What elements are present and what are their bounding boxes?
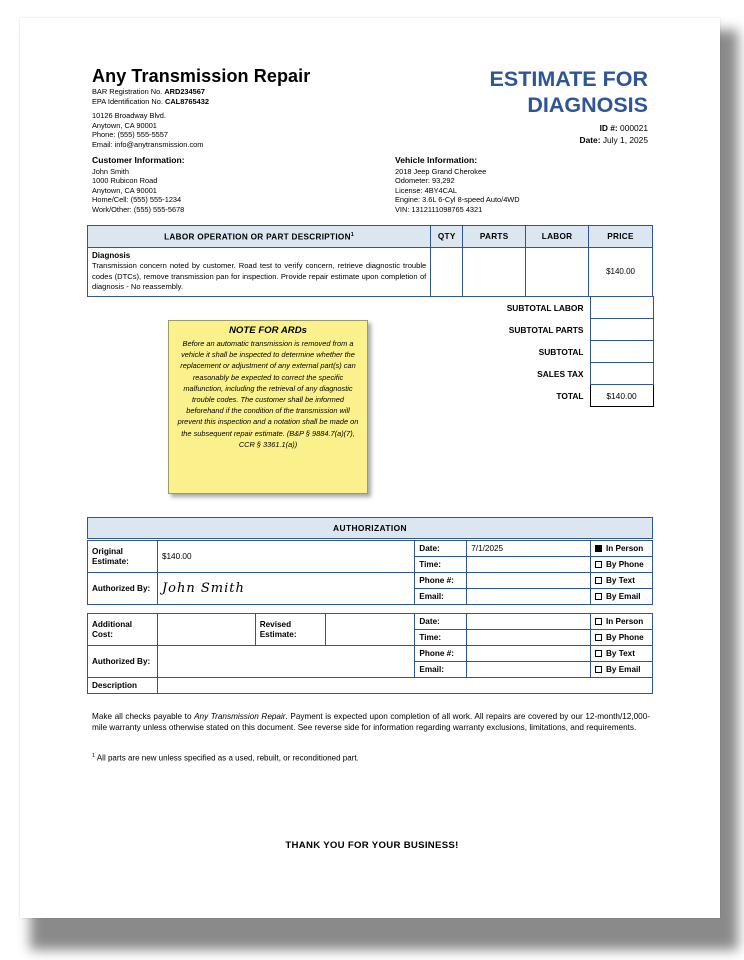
estimate-id: 000021 bbox=[620, 123, 648, 133]
authorization-table-original bbox=[87, 540, 653, 605]
business-registration bbox=[92, 87, 209, 106]
additional-cost-value[interactable] bbox=[157, 614, 255, 646]
row-title: Diagnosis bbox=[92, 251, 131, 260]
time-label: Time: bbox=[415, 557, 467, 573]
terms-text-after: . Payment is expected upon completion of all work. All repairs are covered by our 12-month/12,000-mile warranty unless otherwise stated on this document. See reverse side for information regarding warranty exclusions, limitations, and requirements. bbox=[92, 712, 650, 732]
footnote-text: All parts are new unless specified as a used, rebuilt, or reconditioned part. bbox=[95, 753, 359, 763]
authorization-heading: AUTHORIZATION bbox=[87, 517, 653, 539]
customer-phone-work: Work/Other: (555) 555-5678 bbox=[92, 204, 185, 214]
email-value[interactable] bbox=[467, 589, 591, 605]
totals-table bbox=[430, 296, 654, 407]
time-label-2: Time: bbox=[415, 630, 467, 646]
col-price: PRICE bbox=[589, 226, 653, 248]
checkbox-icon[interactable] bbox=[595, 593, 602, 600]
estimate-title-line1: ESTIMATE FOR bbox=[489, 67, 648, 91]
vehicle-vin: VIN: 1312111098765 4321 bbox=[395, 204, 483, 214]
email-label: Email: bbox=[415, 589, 467, 605]
time-value[interactable] bbox=[467, 557, 591, 573]
method-label: By Email bbox=[605, 592, 641, 601]
address-line2: Anytown, CA 90001 bbox=[92, 120, 157, 130]
method-label: By Phone bbox=[605, 560, 644, 569]
customer-phone-home: Home/Cell: (555) 555-1234 bbox=[92, 195, 182, 205]
table-row bbox=[88, 248, 653, 297]
date-label: Date: bbox=[415, 541, 467, 557]
customer-name: John Smith bbox=[92, 166, 129, 176]
subtotal-labor-label: SUBTOTAL LABOR bbox=[506, 302, 584, 313]
vehicle-odometer: Odometer: 93,292 bbox=[395, 176, 455, 186]
terms-payee: Any Transmission Repair bbox=[194, 712, 286, 721]
checkbox-icon[interactable] bbox=[595, 618, 602, 625]
row-text: Transmission concern noted by customer. Road test to verify concern, retrieve diagnostic trouble codes (DTCs), remove transmission pan for inspection. Provide repair estimate upon completion of diagnosis - No reassembly. bbox=[92, 261, 427, 292]
method-by-text-2[interactable] bbox=[590, 646, 652, 662]
total-label: TOTAL bbox=[556, 390, 584, 401]
authorized-by-label-2: Authorized By: bbox=[88, 646, 158, 678]
col-qty: QTY bbox=[431, 226, 463, 248]
vehicle-engine: Engine: 3.6L 6-Cyl 8-speed Auto/4WD bbox=[395, 195, 520, 205]
col-parts: PARTS bbox=[463, 226, 526, 248]
method-by-phone[interactable] bbox=[590, 557, 652, 573]
phone-value[interactable] bbox=[467, 573, 591, 589]
vehicle-heading: Vehicle Information: bbox=[395, 155, 478, 165]
address-line1: 10126 Broadway Blvd. bbox=[92, 111, 166, 120]
description-value[interactable] bbox=[157, 678, 652, 694]
footnote-marker: 1 bbox=[350, 231, 355, 238]
method-label: In Person bbox=[605, 617, 644, 626]
phone-label: Phone #: bbox=[415, 573, 467, 589]
terms-text-before: Make all checks payable to bbox=[92, 712, 195, 721]
estimate-meta bbox=[580, 122, 648, 146]
additional-cost-label: Additional Cost: bbox=[88, 614, 158, 646]
method-label: In Person bbox=[605, 544, 644, 553]
method-label: By Text bbox=[605, 576, 635, 585]
estimate-id-label: ID #: bbox=[599, 123, 618, 133]
description-label: Description bbox=[88, 678, 158, 694]
estimate-date: July 1, 2025 bbox=[602, 135, 648, 145]
authorized-by-value-2[interactable] bbox=[157, 646, 414, 678]
bar-label: BAR Registration No. bbox=[92, 87, 163, 96]
revised-estimate-label: Revised Estimate: bbox=[255, 614, 325, 646]
col-description bbox=[88, 226, 431, 248]
col-labor: LABOR bbox=[526, 226, 589, 248]
signature: John Smith bbox=[161, 581, 245, 596]
sales-tax-label: SALES TAX bbox=[537, 368, 584, 379]
bar-number: ARD234567 bbox=[164, 87, 205, 96]
vehicle-model: 2018 Jeep Grand Cherokee bbox=[395, 166, 487, 176]
customer-street: 1000 Rubicon Road bbox=[92, 176, 158, 186]
row-price[interactable]: $140.00 bbox=[589, 248, 653, 297]
business-phone: Phone: (555) 555-5557 bbox=[92, 130, 169, 140]
subtotal-value[interactable] bbox=[590, 341, 653, 363]
method-by-email[interactable] bbox=[590, 589, 652, 605]
total-value[interactable]: $140.00 bbox=[590, 385, 653, 407]
footnote-marker: 1 bbox=[92, 753, 96, 759]
estimate-title-line2: DIAGNOSIS bbox=[527, 93, 648, 117]
payment-terms bbox=[92, 711, 650, 733]
date-label-2: Date: bbox=[415, 614, 467, 630]
footnote bbox=[92, 753, 359, 763]
checkbox-icon[interactable] bbox=[595, 634, 602, 641]
email-value-2[interactable] bbox=[467, 662, 591, 678]
business-address bbox=[92, 111, 203, 149]
method-by-email-2[interactable] bbox=[590, 662, 652, 678]
thank-you-message: THANK YOU FOR YOUR BUSINESS! bbox=[285, 840, 459, 851]
original-estimate-value[interactable]: $140.00 bbox=[157, 541, 414, 573]
checkbox-icon[interactable] bbox=[595, 561, 602, 568]
method-by-phone-2[interactable] bbox=[590, 630, 652, 646]
estimate-title bbox=[490, 66, 648, 118]
estimate-sheet bbox=[20, 18, 720, 918]
method-label: By Email bbox=[605, 665, 641, 674]
subtotal-label: SUBTOTAL bbox=[538, 346, 584, 357]
checkbox-icon[interactable] bbox=[595, 650, 602, 657]
time-value-2[interactable] bbox=[467, 630, 591, 646]
authorized-by-signature[interactable] bbox=[157, 573, 414, 605]
checkbox-checked-icon[interactable] bbox=[595, 545, 602, 552]
method-by-text[interactable] bbox=[590, 573, 652, 589]
date-value[interactable]: 7/1/2025 bbox=[467, 541, 591, 557]
epa-label: EPA Identification No. bbox=[92, 96, 163, 106]
sales-tax-value[interactable] bbox=[590, 363, 653, 385]
vehicle-info bbox=[395, 156, 520, 215]
subtotal-labor-value[interactable] bbox=[590, 297, 653, 319]
business-email: Email: info@anytransmission.com bbox=[92, 139, 204, 149]
subtotal-parts-value[interactable] bbox=[590, 319, 653, 341]
estimate-date-label: Date: bbox=[579, 135, 601, 145]
checkbox-icon[interactable] bbox=[595, 577, 602, 584]
customer-info bbox=[92, 156, 185, 215]
labor-table bbox=[87, 225, 653, 297]
row-parts[interactable] bbox=[463, 248, 526, 297]
method-in-person-2[interactable] bbox=[590, 614, 652, 630]
customer-heading: Customer Information: bbox=[92, 155, 185, 165]
method-label: By Text bbox=[605, 649, 635, 658]
note-body: Before an automatic transmission is removed from a vehicle it shall be inspected to determine whether the replacement or adjustment of any external part(s) can reasonably be expected to correct the specific malfunction, including the retrieval of any diagnostic trouble codes. The customer shall be informed beforehand if the condition of the transmission will prevent this inspection and a notation shall be made on the subsequent repair estimate. (B&P § 9884.7(a)(7), CCR § 3361.1(a)) bbox=[177, 339, 359, 449]
vehicle-license: License: 4BY4CAL bbox=[395, 185, 458, 195]
date-value-2[interactable] bbox=[467, 614, 591, 630]
subtotal-parts-label: SUBTOTAL PARTS bbox=[508, 324, 584, 335]
customer-city: Anytown, CA 90001 bbox=[92, 185, 157, 195]
phone-value-2[interactable] bbox=[467, 646, 591, 662]
business-name: Any Transmission Repair bbox=[92, 66, 311, 86]
epa-number: CAL8765432 bbox=[165, 96, 209, 106]
authorized-by-label: Authorized By: bbox=[88, 573, 158, 605]
note-title: NOTE FOR ARDs bbox=[229, 325, 307, 336]
revised-estimate-value[interactable] bbox=[325, 614, 415, 646]
email-label-2: Email: bbox=[415, 662, 467, 678]
ard-sticky-note bbox=[168, 320, 368, 494]
row-description bbox=[88, 248, 431, 297]
checkbox-icon[interactable] bbox=[595, 666, 602, 673]
method-in-person[interactable] bbox=[590, 541, 652, 557]
original-estimate-label: Original Estimate: bbox=[88, 541, 158, 573]
col-description-label: LABOR OPERATION OR PART DESCRIPTION bbox=[164, 232, 351, 242]
phone-label-2: Phone #: bbox=[415, 646, 467, 662]
row-qty[interactable] bbox=[431, 248, 463, 297]
row-labor[interactable] bbox=[526, 248, 589, 297]
method-label: By Phone bbox=[605, 633, 644, 642]
authorization-table-additional bbox=[87, 613, 653, 694]
